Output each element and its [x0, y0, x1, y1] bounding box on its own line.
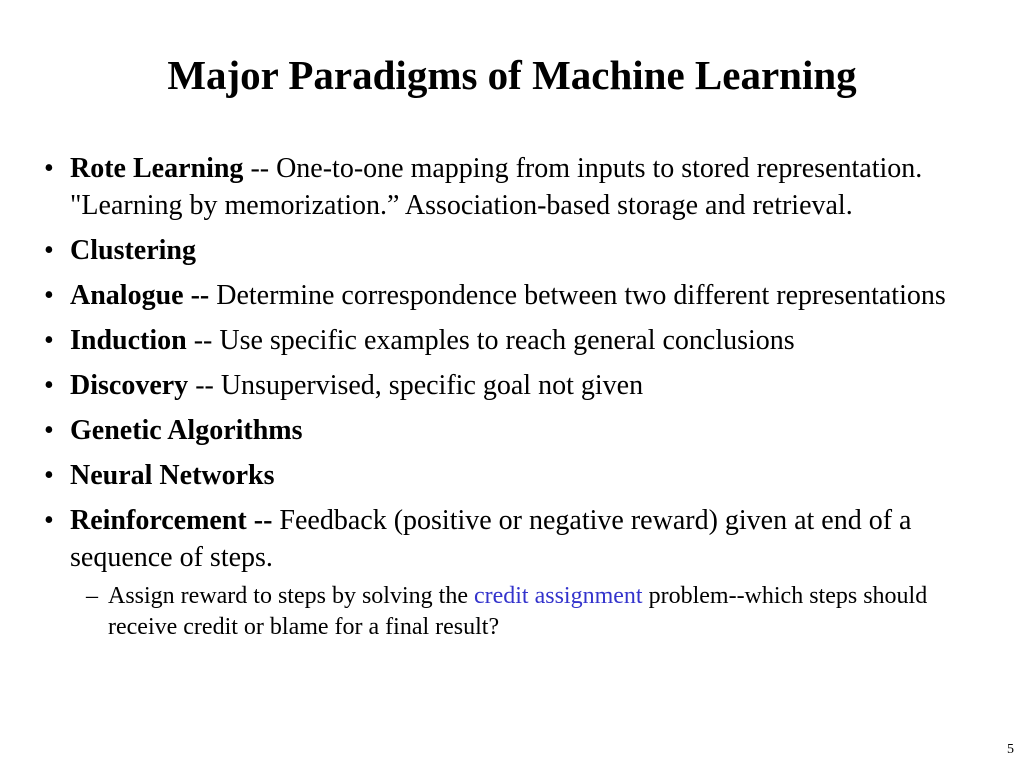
- dash-icon: –: [86, 583, 98, 609]
- credit-assignment-link[interactable]: credit assignment: [473, 583, 643, 609]
- bullet-induction: [0, 322, 1024, 359]
- bullet-neural-networks: [0, 457, 1024, 494]
- bullet-dot-icon: •: [44, 325, 54, 356]
- bullet-term: Discovery: [70, 370, 189, 401]
- bullet-list: [0, 150, 1024, 651]
- bullet-clustering: [0, 232, 1024, 269]
- bullet-term: Genetic Algorithms: [70, 415, 303, 446]
- slide-title: Major Paradigms of Machine Learning: [167, 52, 857, 98]
- bullet-dot-icon: •: [44, 415, 54, 446]
- bullet-rote-learning: [0, 150, 1024, 224]
- sub-bullet-list: [70, 581, 984, 643]
- sub-bullet-text-before: Assign reward to steps by solving the: [108, 583, 474, 609]
- bullet-analogue: [0, 277, 1024, 314]
- bullet-term: Clustering: [70, 235, 196, 266]
- bullet-dot-icon: •: [44, 280, 54, 311]
- bullet-dot-icon: •: [44, 370, 54, 401]
- bullet-term: Analogue --: [70, 280, 210, 311]
- bullet-reinforcement: [0, 502, 1024, 643]
- bullet-dot-icon: •: [44, 460, 54, 491]
- bullet-term: Induction: [70, 325, 187, 356]
- bullet-text: -- Use specific examples to reach general conclusions: [186, 325, 795, 356]
- bullet-dot-icon: •: [44, 153, 54, 184]
- bullet-text: Determine correspondence between two different representations: [209, 280, 946, 311]
- bullet-dot-icon: •: [44, 505, 54, 536]
- bullet-dot-icon: •: [44, 235, 54, 266]
- page-number: 5: [1007, 742, 1014, 757]
- sub-bullet-text-after: problem--which steps should receive credit or blame for a final result?: [108, 583, 928, 640]
- bullet-text: -- Unsupervised, specific goal not given: [188, 370, 644, 401]
- bullet-term: Reinforcement --: [70, 505, 273, 536]
- bullet-genetic-algorithms: [0, 412, 1024, 449]
- bullet-discovery: [0, 367, 1024, 404]
- bullet-term: Neural Networks: [70, 460, 275, 491]
- bullet-text: Feedback (positive or negative reward) given at end of a sequence of steps.: [70, 505, 912, 573]
- sub-bullet-credit-assignment: [70, 581, 984, 643]
- bullet-term: Rote Learning: [70, 153, 244, 184]
- bullet-text: -- One-to-one mapping from inputs to stored representation. "Learning by memorization.” Association-based storage and retrieval.: [70, 153, 923, 221]
